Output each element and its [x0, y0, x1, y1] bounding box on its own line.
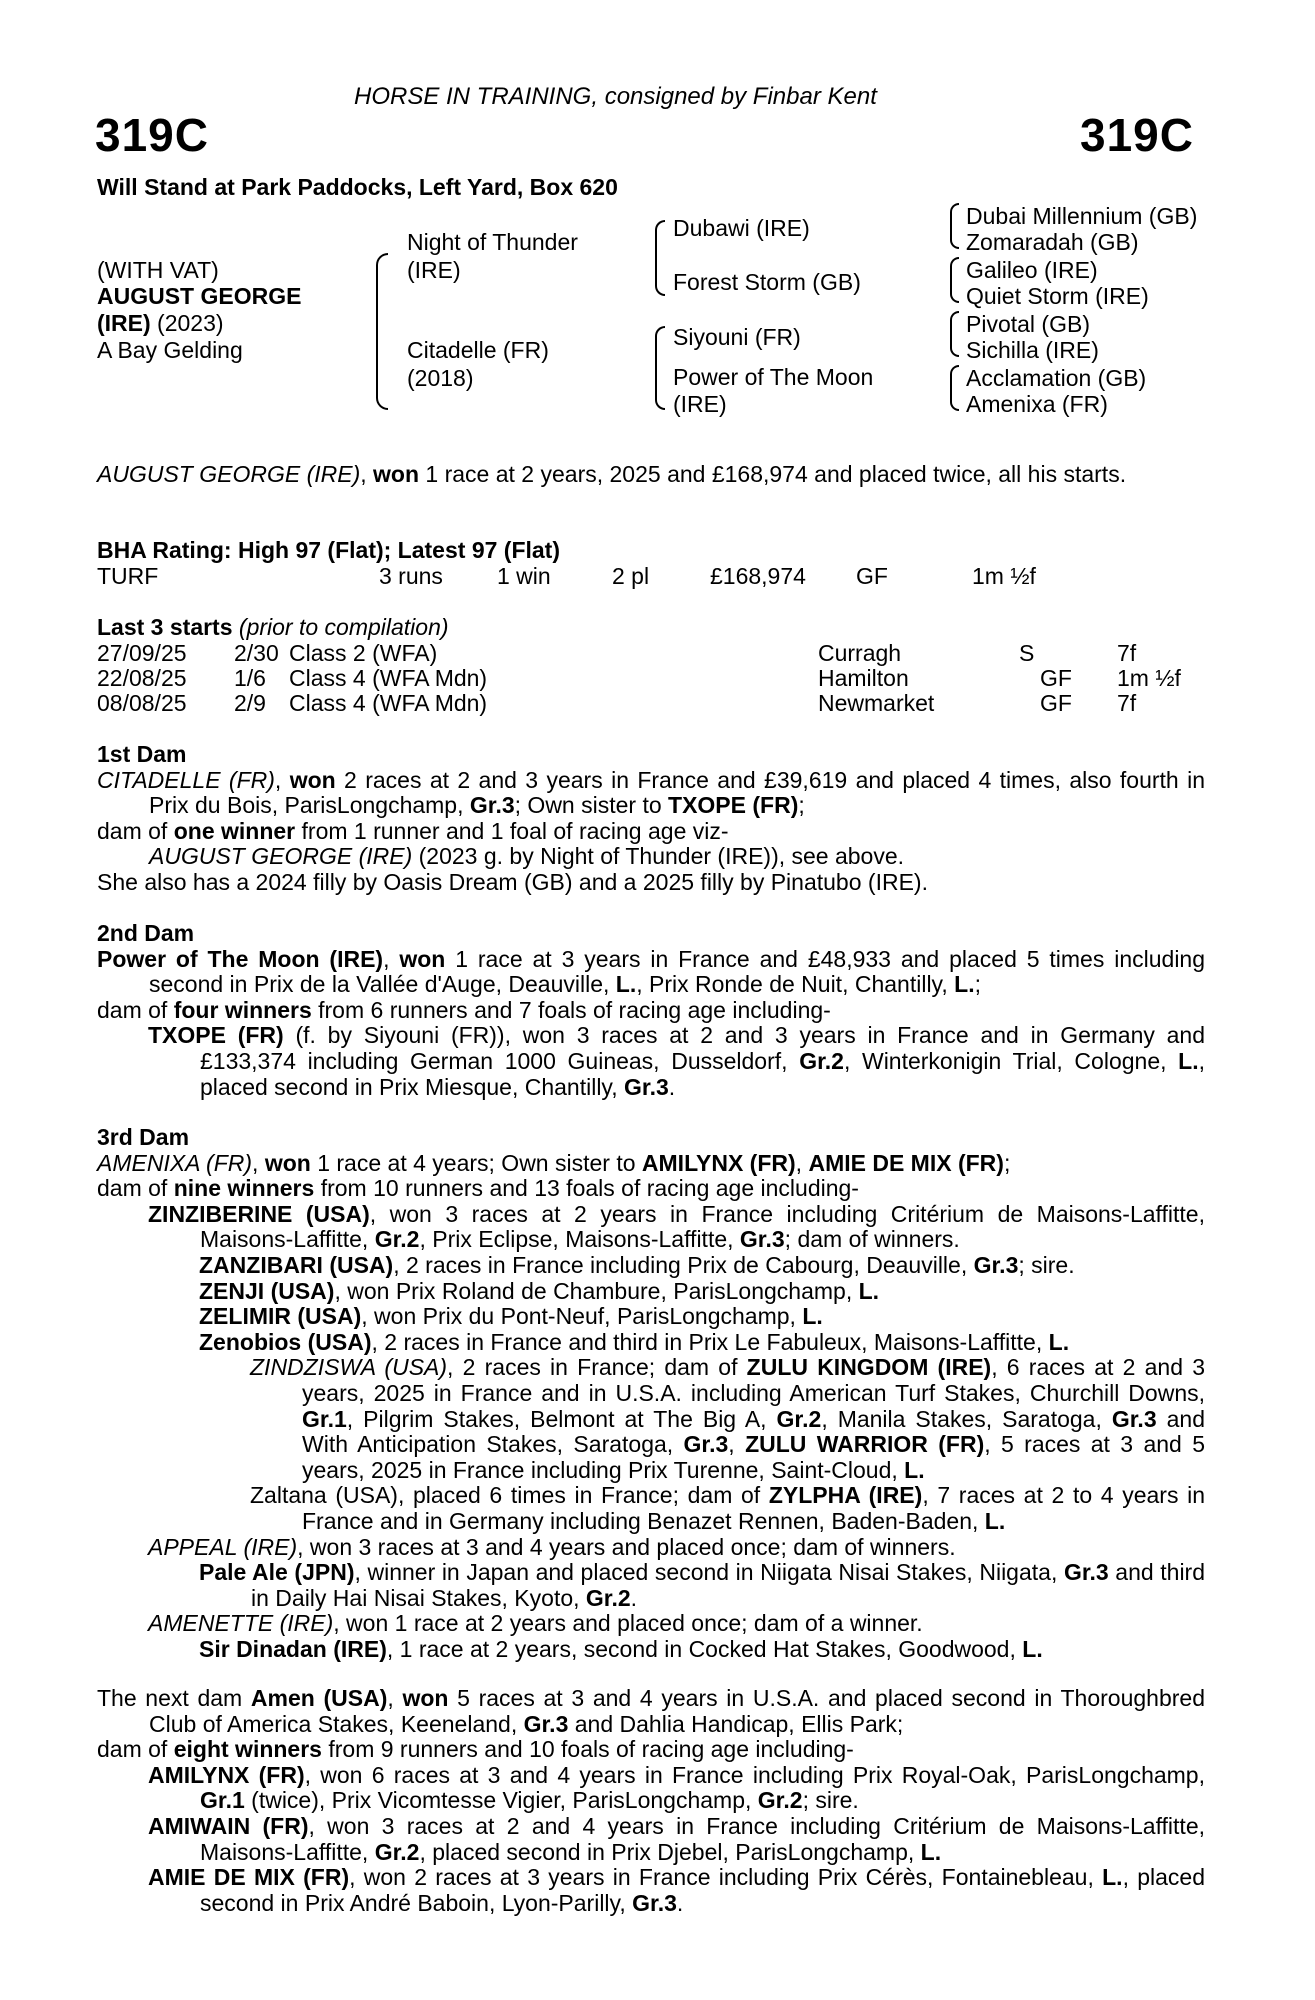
pedigree-brace-g3	[950, 257, 959, 281]
pedigree-brace-g4	[950, 279, 959, 303]
lot-number-left: 319C	[95, 109, 209, 161]
pedigree-g-ddd: Amenixa (FR)	[966, 391, 1108, 417]
pedigree-brace-g2	[950, 225, 959, 249]
pedigree-g-sds: Galileo (IRE)	[966, 257, 1098, 283]
pedigree-g-sss: Dubai Millennium (GB)	[966, 203, 1198, 229]
horse-name: AUGUST GEORGE	[97, 283, 302, 309]
last-start-row: 22/08/25 1/6 Class 4 (WFA Mdn) Hamilton GF 1m ½f	[97, 665, 1181, 691]
first-dam-title: 1st Dam	[97, 741, 187, 767]
pedigree-g-ssd: Zomaradah (GB)	[966, 229, 1139, 255]
pedigree-dam-dam-country: (IRE)	[673, 391, 727, 417]
consignor-subtitle: HORSE IN TRAINING, consigned by Finbar Kent	[354, 83, 877, 110]
pedigree-brace-ss	[655, 220, 665, 258]
pedigree-brace-ds	[655, 326, 665, 368]
pedigree-brace-dd	[655, 366, 665, 410]
last-start-row: 08/08/25 2/9 Class 4 (WFA Mdn) Newmarket GF 7f	[97, 690, 1137, 716]
pedigree-brace-g8	[950, 387, 959, 411]
race-summary: AUGUST GEORGE (IRE), won 1 race at 2 years, 2025 and £168,974 and placed twice, all his starts.	[97, 461, 1127, 487]
stand-location: Will Stand at Park Paddocks, Left Yard, Box 620	[97, 174, 618, 200]
pedigree-dam: Citadelle (FR)	[407, 337, 549, 363]
pedigree-g-dsd: Sichilla (IRE)	[966, 337, 1099, 363]
pedigree-sire-dam: Forest Storm (GB)	[673, 269, 861, 295]
second-dam-section: 2nd Dam Power of The Moon (IRE), won 1 race at 3 years in France and £48,933 and placed 5 times including second in Prix de la Vallée d'Auge, Deauville, L., Prix Ronde de Nuit, Chantilly, L.; dam of four winners from 6 runners and 7 foals of racing age including- TXOPE (FR) (f. by Siyouni (FR)), won 3 races at 2 and 3 years in France and in Germany and £133,374 including German 1000 Guineas, Dusseldorf, Gr.2, Winterkonigin Trial, Cologne, L., placed second in Prix Miesque, Chantilly, Gr.3.	[97, 920, 1206, 1100]
last-starts-title: Last 3 starts (prior to compilation)	[97, 614, 449, 640]
pedigree-brace-g6	[950, 333, 959, 357]
third-dam-section: 3rd Dam AMENIXA (FR), won 1 race at 4 years; Own sister to AMILYNX (FR), AMIE DE MIX (FR); dam of nine winners from 10 runners and 13 foals of racing age including- ZINZIBERINE (USA), won 3 races at 2 years in France including Critérium de Maisons-Laffitte, Maisons-Laffitte, Gr.2, Prix Eclipse, Maisons-Laffitte, Gr.3; dam of winners. ZANZIBARI (USA), 2 races in France including Prix de Cabourg, Deauville, Gr.3; sire. ZENJI (USA), won Prix Roland de Chambure, ParisLongchamp, L. ZELIMIR (USA), won Prix du Pont-Neuf, ParisLongchamp, L. Zenobios (USA), 2 races in France and third in Prix Le Fabuleux, Maisons-Laffitte, L. ZINDZISWA (USA), 2 races in France; dam of ZULU KINGDOM (IRE), 6 races at 2 and 3 years, 2025 in France and in U.S.A. including American Turf Stakes, Churchill Downs, Gr.1, Pilgrim Stakes, Belmont at The Big A, Gr.2, Manila Stakes, Saratoga, Gr.3 and With Anticipation Stakes, Saratoga, Gr.3, ZULU WARRIOR (FR), 5 races at 3 and 5 years, 2025 in France including Prix Turenne, Saint-Cloud, L. Zaltana (USA), placed 6 times in France; dam of ZYLPHA (IRE), 7 races at 2 to 4 years in France and in Germany including Benazet Rennen, Baden-Baden, L. APPEAL (IRE), won 3 races at 3 and 4 years and placed once; dam of winners. Pale Ale (JPN), winner in Japan and placed second in Niigata Nisai Stakes, Niigata, Gr.3 and third in Daily Hai Nisai Stakes, Kyoto, Gr.2. AMENETTE (IRE), won 1 race at 2 years and placed once; dam of a winner. Sir Dinadan (IRE), 1 race at 2 years, second in Cocked Hat Stakes, Goodwood, L.	[97, 1124, 1206, 1662]
pedigree-brace-sire	[376, 253, 388, 335]
pedigree-g-dss: Pivotal (GB)	[966, 311, 1090, 337]
pedigree-sire: Night of Thunder	[407, 229, 578, 255]
pedigree-dam-dam: Power of The Moon	[673, 364, 874, 390]
pedigree-g-sdd: Quiet Storm (IRE)	[966, 283, 1149, 309]
pedigree-sire-sire: Dubawi (IRE)	[673, 215, 810, 241]
next-dam-section: The next dam Amen (USA), won 5 races at 3 and 4 years in U.S.A. and placed second in Thoroughbred Club of America Stakes, Keeneland, Gr.3 and Dahlia Handicap, Ellis Park; dam of eight winners from 9 runners and 10 foals of racing age including- AMILYNX (FR), won 6 races at 3 and 4 years in France including Prix Royal-Oak, ParisLongchamp, Gr.1 (twice), Prix Vicomtesse Vigier, ParisLongchamp, Gr.2; sire. AMIWAIN (FR), won 3 races at 2 and 4 years in France including Critérium de Maisons-Laffitte, Maisons-Laffitte, Gr.2, placed second in Prix Djebel, ParisLongchamp, L. AMIE DE MIX (FR), won 2 races at 3 years in France including Prix Cérès, Fontainebleau, L., placed second in Prix André Baboin, Lyon-Parilly, Gr.3.	[97, 1685, 1206, 1916]
bha-rating: BHA Rating: High 97 (Flat); Latest 97 (Flat)	[97, 537, 560, 563]
horse-description: A Bay Gelding	[97, 337, 243, 363]
horse-country-year: (IRE) (2023)	[97, 310, 224, 336]
pedigree-brace-g7	[950, 365, 959, 389]
pedigree-brace-sd	[655, 256, 665, 296]
pedigree-brace-g1	[950, 203, 959, 227]
second-dam-title: 2nd Dam	[97, 920, 195, 946]
pedigree-g-dds: Acclamation (GB)	[966, 365, 1147, 391]
last-start-row: 27/09/25 2/30 Class 2 (WFA) Curragh S 7f	[97, 640, 1137, 666]
pedigree-sire-country: (IRE)	[407, 257, 461, 283]
third-dam-title: 3rd Dam	[97, 1124, 190, 1150]
pedigree-dam-sire: Siyouni (FR)	[673, 324, 801, 350]
vat-note: (WITH VAT)	[97, 257, 219, 283]
pedigree-brace-dam	[376, 333, 388, 410]
turf-record: TURF 3 runs 1 win 2 pl £168,974 GF 1m ½f	[97, 563, 1036, 589]
lot-number-right: 319C	[1080, 109, 1194, 161]
pedigree-brace-g5	[950, 311, 959, 335]
pedigree-dam-year: (2018)	[407, 365, 474, 391]
first-dam-section: 1st Dam CITADELLE (FR), won 2 races at 2 and 3 years in France and £39,619 and placed 4 times, also fourth in Prix du Bois, ParisLongchamp, Gr.3; Own sister to TXOPE (FR); dam of one winner from 1 runner and 1 foal of racing age viz- AUGUST GEORGE (IRE) (2023 g. by Night of Thunder (IRE)), see above. She also has a 2024 filly by Oasis Dream (GB) and a 2025 filly by Pinatubo (IRE).	[97, 741, 1205, 895]
